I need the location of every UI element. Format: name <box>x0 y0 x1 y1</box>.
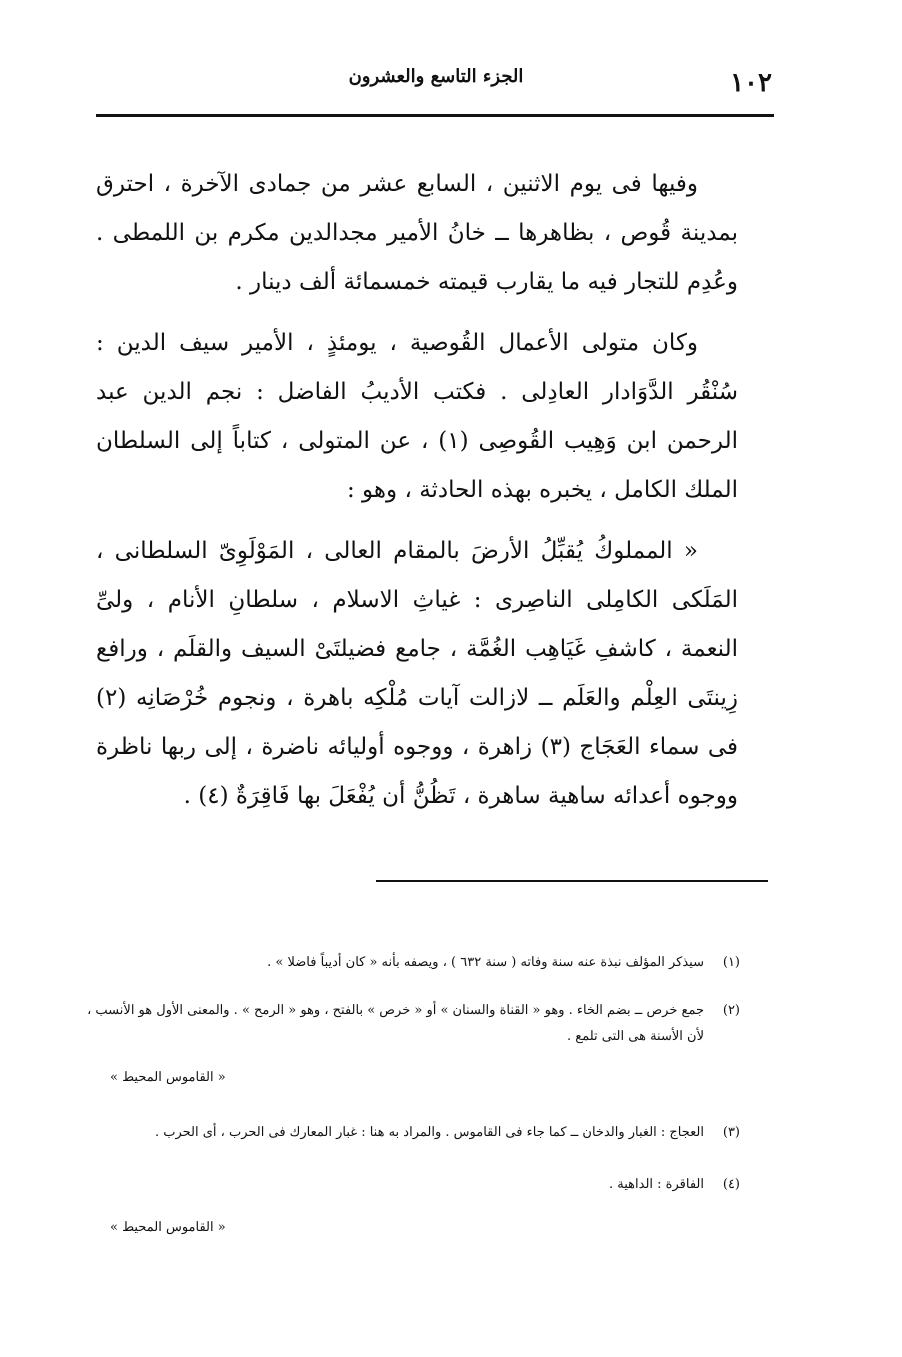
footnote <box>80 950 740 976</box>
footnote-source: « القاموس المحيط » <box>110 1220 226 1235</box>
paragraph: وفيها فى يوم الاثنين ، السابع عشر من جمادى الآخرة ، احترق بمدينة قُوص ، بظاهرها ــ خانُ الأمير مجدالدين مكرم بن اللمطى . وعُدِم للتجار فيه ما يقارب قيمته خمسمائة ألف دينار . <box>96 171 738 295</box>
paragraph: وكان متولى الأعمال القُوصية ، يومئذٍ ، الأمير سيف الدين : سُنْقُر الدَّوَادار العادِلى . فكتب الأديبُ الفاضل : نجم الدين عبد الرحمن ابن وَهِيب القُوصِى (١) ، عن المتولى ، كتاباً إلى السلطان الملك الكامل ، يخبره بهذه الحادثة ، وهو : <box>96 330 738 503</box>
footnote-number: (٣) <box>722 1125 740 1140</box>
footnote-number: (٤) <box>722 1177 740 1192</box>
footnote-text: جمع خرص ــ بضم الخاء . وهو « القناة والسنان » أو « خرص » بالفتح ، وهو « الرمح » . والمعنى الأول هو الأنسب ، لأن الأسنة هى التى تلمع . <box>87 1003 704 1044</box>
page-number: ١٠٢ <box>730 68 772 98</box>
footnote <box>80 998 740 1050</box>
footnote-source: « القاموس المحيط » <box>110 1070 226 1085</box>
paragraph: « المملوكُ يُقبِّلُ الأرضَ بالمقام العالى ، المَوْلَوِىّ السلطانى ، المَلَكى الكامِلى الناصِرى : غياثِ الاسلام ، سلطانِ الأنام ، ولىِّ النعمة ، كاشفِ غَيَاهِب الغُمَّة ، جامع فضيلتَىْ السيف والقلَم ، ورافع زِينتَى العِلْم والعَلَم ــ لازالت آيات مُلْكِه باهرة ، ونجوم خُرْصَانِه (٢) فى سماء العَجَاج (٣) زاهرة ، ووجوه أوليائه ناضرة ، إلى ربها ناظرة ووجوه أعدائه ساهية ساهرة ، تَظُنُّ أن يُفْعَلَ بها فَاقِرَةٌ (٤) . <box>96 538 738 809</box>
footnote-text: الفاقرة : الداهية . <box>609 1177 704 1192</box>
running-title: الجزء التاسع والعشرون <box>348 66 524 87</box>
footnote-number: (١) <box>722 955 740 970</box>
footnote <box>80 1120 740 1146</box>
footnote <box>80 1172 740 1198</box>
footnote-number: (٢) <box>722 1003 740 1018</box>
page-header <box>100 62 772 102</box>
footnote-separator <box>376 880 768 882</box>
footnote-text: سيذكر المؤلف نبذة عنه سنة وفاته ( سنة ٦٣٢ ) ، ويصفه بأنه « كان أديباً فاضلا » . <box>267 955 704 970</box>
header-rule <box>96 114 774 117</box>
footnote-text: العجاج : الغبار والدخان ــ كما جاء فى القاموس . والمراد به هنا : غبار المعارك فى الحرب ، أى الحرب . <box>154 1125 704 1140</box>
main-text <box>96 160 738 821</box>
